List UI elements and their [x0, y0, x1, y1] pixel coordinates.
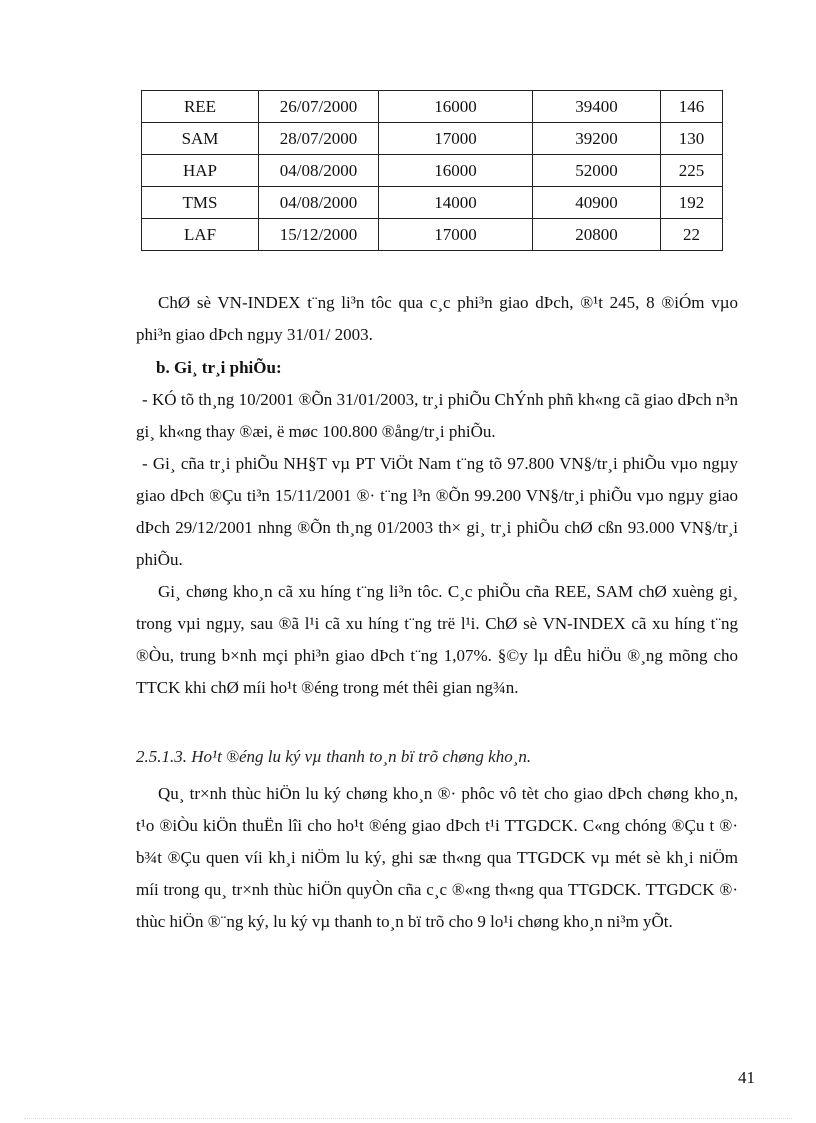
table-cell: 28/07/2000: [259, 123, 379, 155]
table-cell: 16000: [379, 91, 533, 123]
table-cell: 14000: [379, 187, 533, 219]
table-cell: 40900: [533, 187, 661, 219]
footer-divider: [24, 1118, 792, 1119]
table-cell: 225: [661, 155, 723, 187]
table-cell: 39400: [533, 91, 661, 123]
table-cell: 52000: [533, 155, 661, 187]
table-cell: 39200: [533, 123, 661, 155]
table-cell: 130: [661, 123, 723, 155]
table-cell: 04/08/2000: [259, 187, 379, 219]
paragraph-depository: Qu¸ tr×nh thùc hiÖn lu ký chøng kho¸n ®· phôc vô tèt cho giao dÞch chøng kho¸n, t¹o ®iÒu kiÖn thuËn lîi cho ho¹t ®éng giao dÞch t¹i TTGDCK. C«ng chóng ®Çu t ®· b¾t ®Çu quen víi kh¸i niÖm lu ký, ghi sæ th«ng qua TTGDCK vµ mét sè kh¸i niÖm míi trong qu¸ tr×nh thùc hiÖn quyÒn cña c¸c ®«ng th«ng qua TTGDCK. TTGDCK ®· thùc hiÖn ®¨ng ký, lu ký vµ thanh to¸n bï trõ cho 9 lo¹i chøng kho¸n ni³m yÕt.: [136, 784, 738, 931]
table-cell: TMS: [142, 187, 259, 219]
paragraph-government-bond: - KÓ tõ th¸ng 10/2001 ®Õn 31/01/2003, tr¸i phiÕu ChÝnh phñ kh«ng cã giao dÞch n³n gi¸ kh«ng thay ®æi, ë møc 100.800 ®ång/tr¸i phiÕu.: [136, 390, 738, 441]
subheading-bond-price: b. Gi¸ tr¸i phiÕu:: [156, 358, 282, 377]
table-cell: 20800: [533, 219, 661, 251]
stock-listing-table: [141, 90, 723, 251]
table-row: [142, 123, 723, 155]
table-cell: 22: [661, 219, 723, 251]
table-cell: SAM: [142, 123, 259, 155]
table-cell: 04/08/2000: [259, 155, 379, 187]
section-title-depository: 2.5.1.3. Ho¹t ®éng lu ký vµ thanh to¸n bï trõ chøng kho¸n.: [136, 747, 532, 766]
table-cell: 17000: [379, 123, 533, 155]
table-row: [142, 91, 723, 123]
table-cell: 146: [661, 91, 723, 123]
paragraph-stock-price-trend: Gi¸ chøng kho¸n cã xu híng t¨ng li³n tôc. C¸c phiÕu cña REE, SAM chØ xuèng gi¸ trong vµi ngµy, sau ®ã l¹i cã xu híng t¨ng trë l¹i. ChØ sè VN-INDEX cã xu híng t¨ng ®Òu, trung b×nh mçi phi³n giao dÞch t¨ng 1,07%. §©y lµ dÊu hiÖu ®¸ng mõng cho TTCK khi chØ míi ho¹t ®éng trong mét thêi gian ng¾n.: [136, 582, 738, 697]
table-row: [142, 219, 723, 251]
table-cell: 17000: [379, 219, 533, 251]
page-number: 41: [738, 1068, 755, 1087]
table-row: [142, 187, 723, 219]
table-cell: 15/12/2000: [259, 219, 379, 251]
table-cell: 192: [661, 187, 723, 219]
table-cell: 26/07/2000: [259, 91, 379, 123]
table-cell: LAF: [142, 219, 259, 251]
table-row: [142, 155, 723, 187]
paragraph-vnindex: ChØ sè VN-INDEX t¨ng li³n tôc qua c¸c phi³n giao dÞch, ®¹t 245, 8 ®iÓm vµo phi³n giao dÞch ngµy 31/01/ 2003.: [136, 293, 738, 344]
table-cell: HAP: [142, 155, 259, 187]
paragraph-development-bond: - Gi¸ cña tr¸i phiÕu NH§T vµ PT ViÖt Nam t¨ng tõ 97.800 VN§/tr¸i phiÕu vµo ngµy giao dÞch ®Çu ti³n 15/11/2001 ®· t¨ng l³n ®Õn 99.200 VN§/tr¸i phiÕu vµo ngµy giao dÞch 29/12/2001 nhng ®Õn th¸ng 01/2003 th× gi¸ tr¸i phiÕu chØ cßn 93.000 VN§/tr¸i phiÕu.: [136, 454, 738, 569]
table-cell: 16000: [379, 155, 533, 187]
table-cell: REE: [142, 91, 259, 123]
